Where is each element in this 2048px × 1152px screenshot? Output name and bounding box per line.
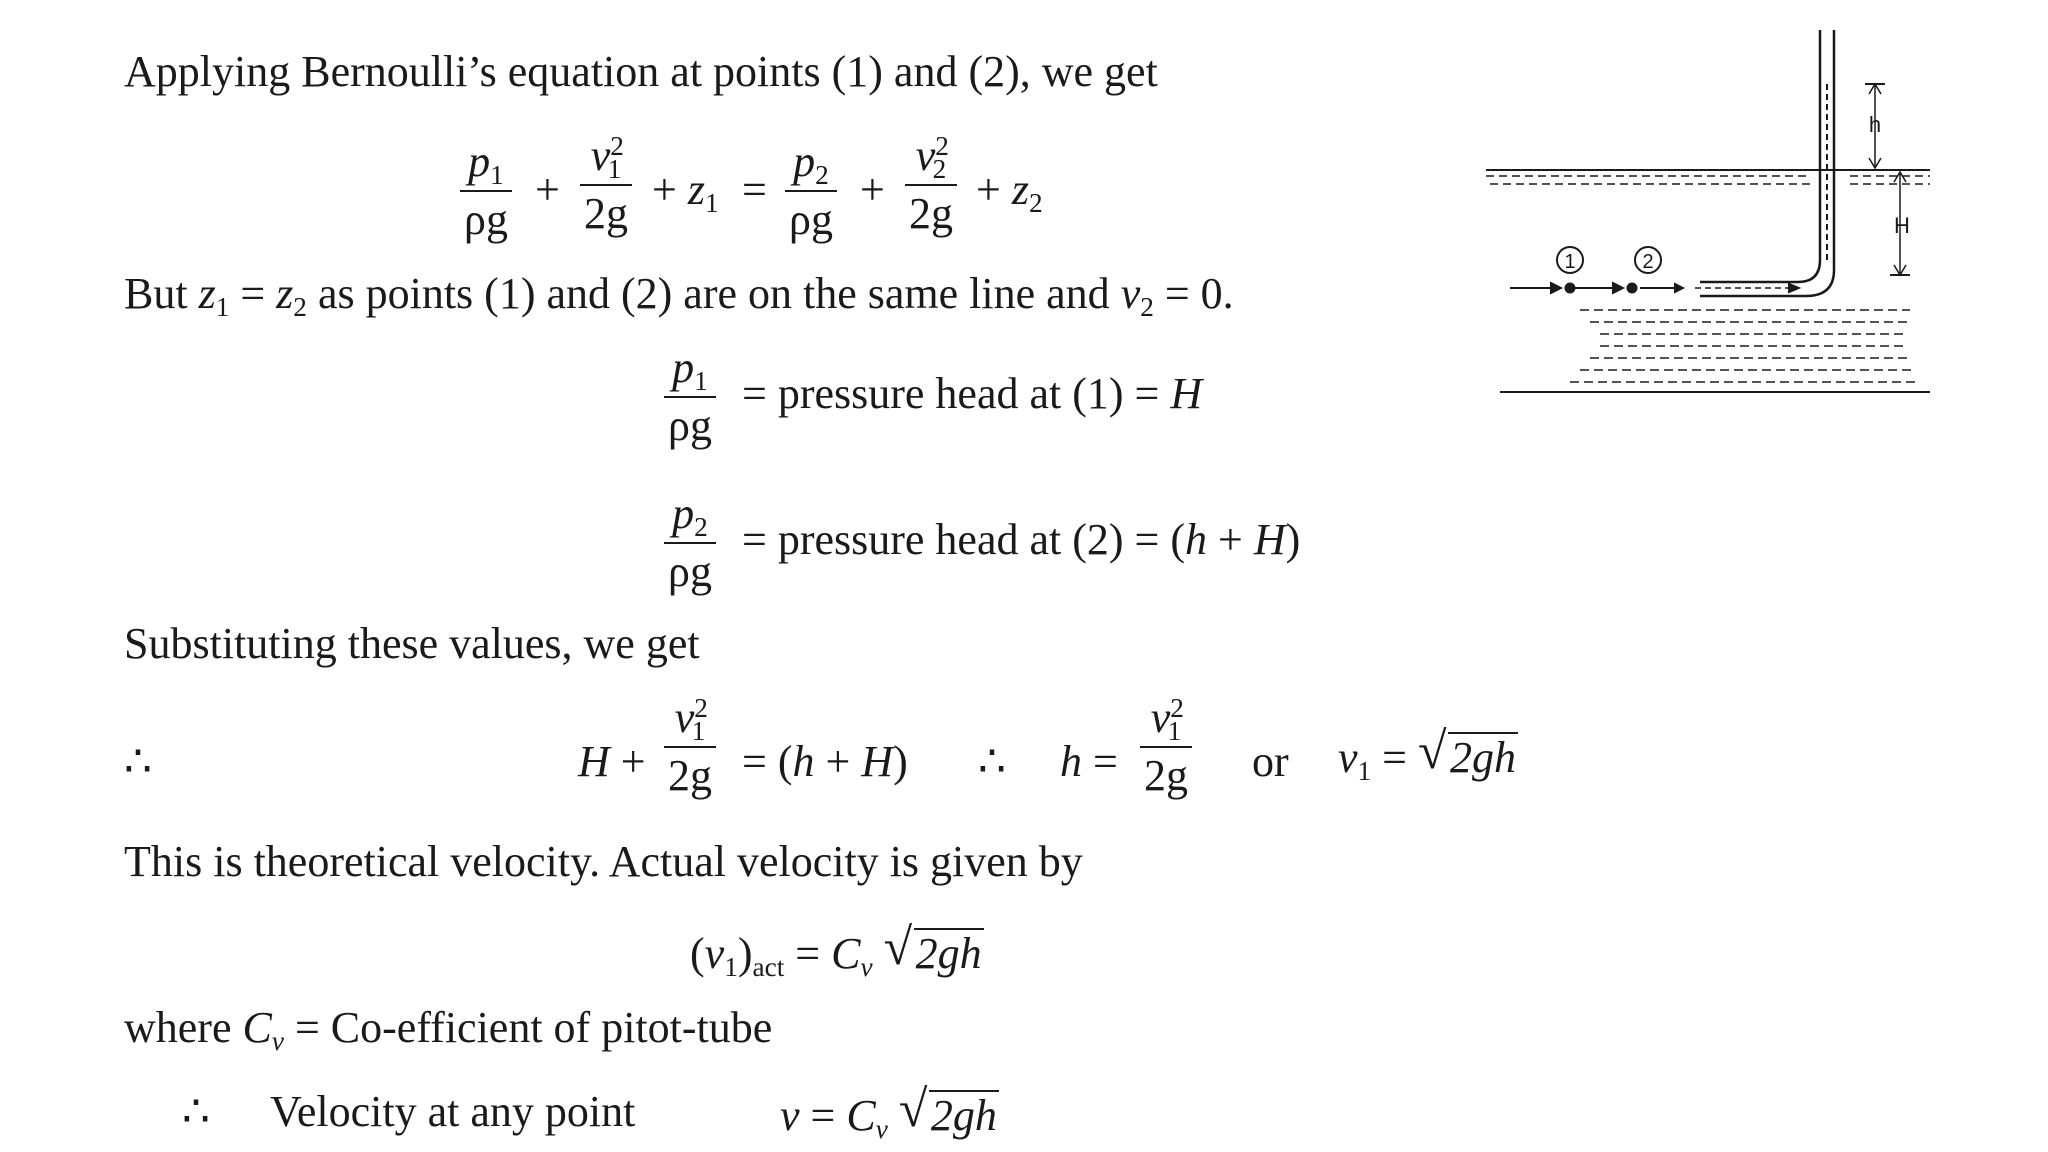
frac-v1sq-2g-result: $\frac{v^2_1}{2g}$ [664, 696, 716, 798]
frac-v2sq-2g: $\frac{v^2_2}{2g}$ [905, 134, 957, 236]
pitot-tube-diagram [1470, 20, 1940, 420]
diagram-h-label: h [1868, 112, 1882, 137]
frac-h-v1sq-2g: $\frac{v^2_1}{2g}$ [1140, 696, 1192, 798]
final-velocity-equation: $v = C_v$ √ 2gh [780, 1081, 997, 1145]
plus-sign: + [535, 165, 560, 214]
result-H-plus: H + [578, 737, 646, 786]
frac-p1-rhog: $\frac{p_1}{\rho g}$ [460, 140, 512, 242]
diagram-point-2-label: 2 [1642, 251, 1654, 273]
equals-sign: = [742, 165, 767, 214]
plus-z2: + $z_2$ [976, 165, 1043, 219]
pressure-head-1: = pressure head at (1) = H [742, 369, 1203, 418]
actual-velocity-equation: $(v_1)_{act} = C_v$ √ 2gh [690, 919, 982, 983]
plus-z1: + $z_1$ [652, 165, 719, 219]
therefore-symbol-3: ∴ [182, 1087, 210, 1136]
result-v1-root: $v_1$ = √ 2gh [1338, 723, 1516, 787]
final-label: Velocity at any point [270, 1087, 636, 1136]
therefore-symbol: ∴ [124, 737, 152, 786]
pressure-head-2: = pressure head at (2) = (h + H) [742, 515, 1301, 564]
result-h-equals: h = [1060, 737, 1118, 786]
plus-sign-2: + [860, 165, 885, 214]
therefore-symbol-2: ∴ [978, 737, 1006, 786]
but-line: But $z_1 = z_2$ as points (1) and (2) are on the same line and $v_2 = 0$. [124, 269, 1234, 323]
frac-p2-head: $\frac{p_2}{\rho g}$ [664, 492, 716, 594]
substituting-text: Substituting these values, we get [124, 619, 700, 668]
or-text: or [1252, 737, 1289, 786]
diagram-point-1-label: 1 [1564, 251, 1576, 273]
frac-p2-rhog: $\frac{p_2}{\rho g}$ [785, 140, 837, 242]
diagram-H-label: H [1894, 213, 1910, 238]
where-text: where $C_v$ = Co-efficient of pitot-tube [124, 1003, 773, 1057]
result-rhs: = (h + H) [742, 737, 908, 786]
intro-text: Applying Bernoulli’s equation at points (1) and (2), we get [124, 47, 1158, 96]
frac-v1sq-2g: $\frac{v^2_1}{2g}$ [580, 134, 632, 236]
frac-p1-head: $\frac{p_1}{\rho g}$ [664, 346, 716, 448]
theory-text: This is theoretical velocity. Actual velocity is given by [124, 837, 1083, 886]
